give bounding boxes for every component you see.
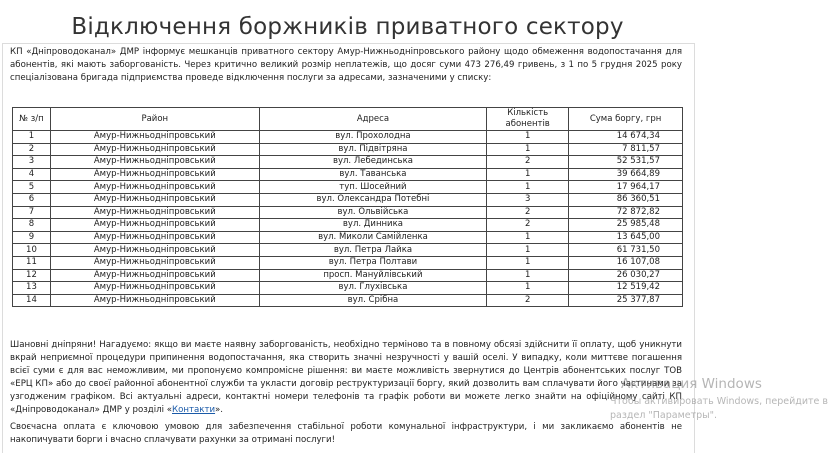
cell-subscribers: 2	[487, 156, 569, 169]
cell-subscribers: 1	[487, 282, 569, 295]
cell-debt: 17 964,17	[569, 181, 683, 194]
cell-number: 12	[13, 269, 51, 282]
cell-address: вул. Петра Лайка	[259, 244, 487, 257]
cell-debt: 72 872,82	[569, 206, 683, 219]
header-number: № з/п	[13, 108, 51, 131]
table-row	[13, 168, 683, 181]
cell-number: 9	[13, 231, 51, 244]
cell-debt: 13 645,00	[569, 231, 683, 244]
cell-subscribers: 1	[487, 168, 569, 181]
cell-address: вул. Таванська	[259, 168, 487, 181]
cell-district: Амур-Нижньодніпровський	[50, 168, 259, 181]
windows-activation-line: раздел "Параметры".	[610, 410, 718, 421]
reminder-text: Шановні дніпряни! Нагадуємо: якщо ви маєте наявну заборгованість, необхідно терміново та в повному обсязі здійснити її оплату, щоб уникнути вкрай неприємної процедури припинення водопостачання, яка створить значні незручності у вашій оселі. У випадку, коли миттєве погашення всієї суми є для вас неможливим, ми пропонуємо компромісне рішення: ви маєте можливість звернутися до Центрів абонентських послуг ТОВ «ЕРЦ КП» або до своєї районної абонентної служби та укласти договір реструктуризації боргу, який дозволить вам сплачувати його частинами за узгодженим графіком. Всі актуальні адреси, контактні номери телефонів та графік роботи ви можете легко знайти на офіційному сайті КП «Дніпроводоканал» ДМР у розділі «	[10, 340, 682, 415]
table-row	[13, 231, 683, 244]
cell-debt: 25 985,48	[569, 219, 683, 232]
cell-subscribers: 3	[487, 193, 569, 206]
cell-address: вул. Лебединська	[259, 156, 487, 169]
cell-number: 2	[13, 143, 51, 156]
cell-debt: 86 360,51	[569, 193, 683, 206]
cell-district: Амур-Нижньодніпровський	[50, 231, 259, 244]
table-body	[13, 131, 683, 307]
cell-number: 10	[13, 244, 51, 257]
cell-subscribers: 1	[487, 256, 569, 269]
reminder-paragraph	[10, 339, 682, 417]
cell-number: 6	[13, 193, 51, 206]
cell-district: Амур-Нижньодніпровський	[50, 206, 259, 219]
cell-debt: 52 531,57	[569, 156, 683, 169]
cell-subscribers: 1	[487, 131, 569, 144]
cell-debt: 26 030,27	[569, 269, 683, 282]
cell-district: Амур-Нижньодніпровський	[50, 219, 259, 232]
cell-number: 4	[13, 168, 51, 181]
table-row	[13, 269, 683, 282]
cell-address: вул. Петра Полтави	[259, 256, 487, 269]
table-row	[13, 244, 683, 257]
windows-activation-title: Активация Windows	[621, 376, 762, 392]
reminder-text-end: ».	[215, 405, 224, 415]
cell-subscribers: 2	[487, 206, 569, 219]
cell-district: Амур-Нижньодніпровський	[50, 156, 259, 169]
table-row	[13, 143, 683, 156]
cell-debt: 16 107,08	[569, 256, 683, 269]
cell-subscribers: 1	[487, 143, 569, 156]
cell-address: вул. Ольвійська	[259, 206, 487, 219]
header-subscribers: Кількість абонентів	[487, 108, 569, 131]
cell-address: вул. Підвітряна	[259, 143, 487, 156]
cell-debt: 14 674,34	[569, 131, 683, 144]
cell-number: 8	[13, 219, 51, 232]
debtors-table	[12, 107, 683, 307]
cell-district: Амур-Нижньодніпровський	[50, 294, 259, 307]
cell-subscribers: 1	[487, 231, 569, 244]
windows-activation-line: Чтобы активировать Windows, перейдите в	[610, 396, 828, 407]
cell-address: туп. Шосейний	[259, 181, 487, 194]
header-debt: Сума боргу, грн	[569, 108, 683, 131]
closing-paragraph: Своєчасна оплата є ключовою умовою для забезпечення стабільної роботи комунальної інфраструктури, і ми закликаємо абонентів не накопичувати борги і вчасно сплачувати рахунки за отримані послуги!	[10, 422, 682, 445]
cell-district: Амур-Нижньодніпровський	[50, 143, 259, 156]
table-row	[13, 219, 683, 232]
cell-address: вул. Олександра Потебні	[259, 193, 487, 206]
cell-address: вул. Прохолодна	[259, 131, 487, 144]
cell-number: 11	[13, 256, 51, 269]
cell-address: вул. Миколи Самійленка	[259, 231, 487, 244]
cell-subscribers: 2	[487, 219, 569, 232]
table-row	[13, 282, 683, 295]
cell-debt: 25 377,87	[569, 294, 683, 307]
cell-subscribers: 1	[487, 181, 569, 194]
header-address: Адреса	[259, 108, 487, 131]
cell-number: 7	[13, 206, 51, 219]
cell-subscribers: 2	[487, 294, 569, 307]
cell-number: 1	[13, 131, 51, 144]
cell-subscribers: 1	[487, 244, 569, 257]
intro-paragraph: КП «Дніпроводоканал» ДМР інформує мешканців приватного сектору Амур-Нижньодніпровського району щодо обмеження водопостачання для абонентів, які мають заборгованість. Через критично великий розмір неплатежів, що досяг суми 473 276,49 гривень, з 1 по 5 грудня 2025 року спеціалізована бригада підприємства проведе відключення послуги за адресами, зазначеними у списку:	[10, 47, 682, 83]
cell-district: Амур-Нижньодніпровський	[50, 256, 259, 269]
table-row	[13, 206, 683, 219]
cell-address: просп. Мануйлівський	[259, 269, 487, 282]
cell-number: 3	[13, 156, 51, 169]
cell-address: вул. Срібна	[259, 294, 487, 307]
cell-number: 5	[13, 181, 51, 194]
cell-address: вул. Динника	[259, 219, 487, 232]
cell-district: Амур-Нижньодніпровський	[50, 193, 259, 206]
table-row	[13, 156, 683, 169]
header-district: Район	[50, 108, 259, 131]
cell-number: 14	[13, 294, 51, 307]
table-row	[13, 181, 683, 194]
page-title: Відключення боржників приватного сектору	[71, 14, 624, 40]
cell-district: Амур-Нижньодніпровський	[50, 269, 259, 282]
cell-address: вул. Глухівська	[259, 282, 487, 295]
cell-debt: 61 731,50	[569, 244, 683, 257]
table-row	[13, 256, 683, 269]
cell-number: 13	[13, 282, 51, 295]
cell-district: Амур-Нижньодніпровський	[50, 181, 259, 194]
contacts-link[interactable]: Контакти	[172, 405, 216, 415]
table-row	[13, 131, 683, 144]
cell-district: Амур-Нижньодніпровський	[50, 131, 259, 144]
cell-district: Амур-Нижньодніпровський	[50, 244, 259, 257]
table-header-row	[13, 108, 683, 131]
table-row	[13, 193, 683, 206]
table-row	[13, 294, 683, 307]
cell-debt: 7 811,57	[569, 143, 683, 156]
cell-debt: 39 664,89	[569, 168, 683, 181]
cell-district: Амур-Нижньодніпровський	[50, 282, 259, 295]
cell-subscribers: 1	[487, 269, 569, 282]
cell-debt: 12 519,42	[569, 282, 683, 295]
